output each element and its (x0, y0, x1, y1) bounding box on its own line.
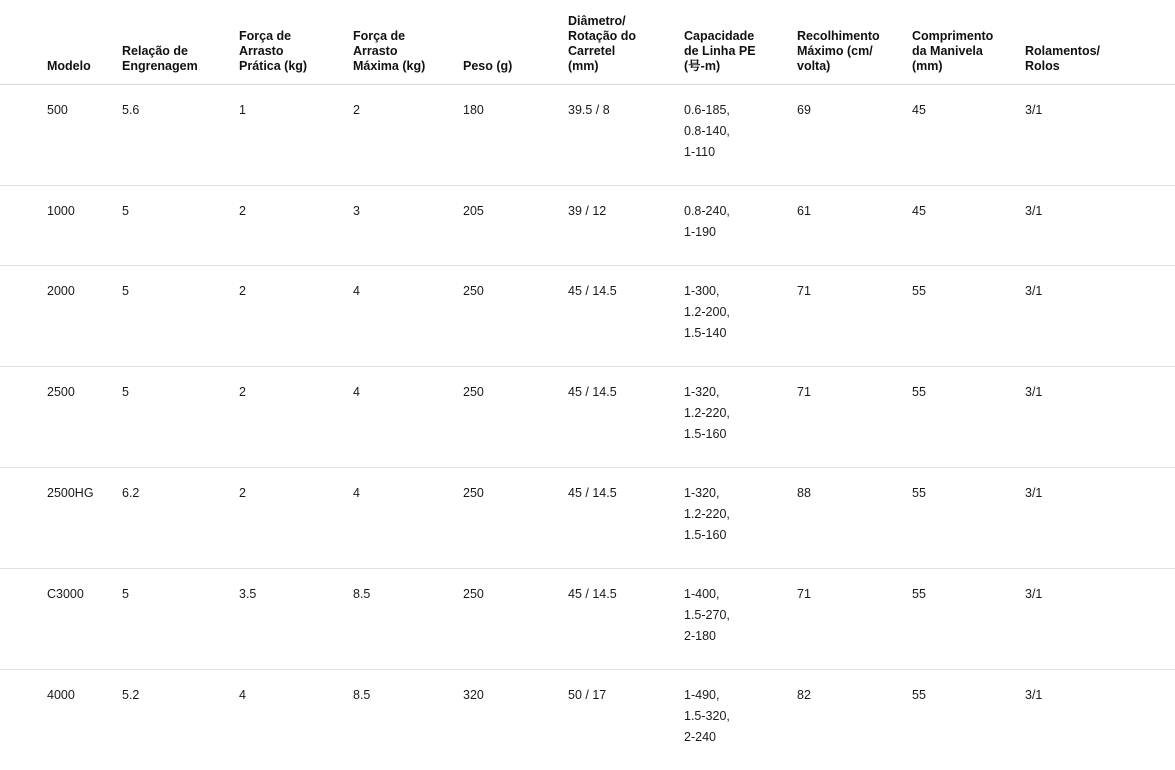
table-cell (684, 265, 797, 366)
table-header (0, 0, 1175, 84)
table-cell (684, 467, 797, 568)
table-cell-text (47, 382, 112, 403)
table-cell-line: 3/1 (1025, 283, 1043, 298)
table-cell (122, 265, 239, 366)
table-cell-text (1025, 281, 1165, 302)
column-header (568, 0, 684, 84)
table-cell (353, 265, 463, 366)
table-cell-line: 1-110 (684, 144, 716, 159)
table-cell (1025, 366, 1175, 467)
table-cell-text (1025, 382, 1165, 403)
table-cell (463, 185, 568, 265)
table-row (0, 467, 1175, 568)
table-cell-text (684, 281, 787, 344)
table-cell-text (1025, 100, 1165, 121)
table-cell-text (47, 584, 112, 605)
table-cell-line: 2000 (47, 283, 75, 298)
table-cell (122, 568, 239, 669)
table-cell-line: C3000 (47, 586, 84, 601)
table-cell (568, 467, 684, 568)
table-cell-text (122, 584, 229, 605)
table-cell-line: 1-400, (684, 586, 720, 601)
table-cell (239, 669, 353, 770)
table-cell-line: 3/1 (1025, 586, 1043, 601)
column-header-line: Prática (kg) (239, 59, 308, 74)
table-cell-line: 3 (353, 203, 360, 218)
column-header-line: Arrasto (353, 44, 398, 58)
table-cell-text (684, 584, 787, 647)
table-cell-line: 2 (239, 384, 246, 399)
table-cell-text (122, 382, 229, 403)
column-header-line: Rolamentos/ (1025, 44, 1101, 58)
table-cell-line: 6.2 (122, 485, 140, 500)
table-cell-line: 1.5-270, (684, 607, 730, 622)
table-cell-text (912, 100, 1015, 121)
table-cell-line: 1-320, (684, 485, 720, 500)
table-cell-line: 3/1 (1025, 485, 1043, 500)
column-header (122, 0, 239, 84)
table-cell-line: 1-320, (684, 384, 720, 399)
table-cell-text (122, 201, 229, 222)
table-cell-line: 0.8-140, (684, 123, 730, 138)
table-cell-text (684, 685, 787, 748)
column-header-text (797, 29, 902, 75)
table-header-row (0, 0, 1175, 84)
column-header (0, 0, 122, 84)
table-cell-line: 8.5 (353, 687, 371, 702)
table-cell (122, 185, 239, 265)
table-cell (1025, 568, 1175, 669)
table-cell-line: 1.5-320, (684, 708, 730, 723)
column-header-line: Diâmetro/ (568, 13, 626, 28)
table-cell (463, 467, 568, 568)
table-cell-text (353, 100, 453, 121)
table-cell-line: 39.5 / 8 (568, 102, 610, 117)
table-row (0, 185, 1175, 265)
table-cell-line: 69 (797, 102, 811, 117)
table-cell (684, 185, 797, 265)
table-cell (239, 568, 353, 669)
table-cell (0, 265, 122, 366)
column-header-line: Modelo (47, 59, 91, 74)
table-cell-line: 2 (239, 283, 246, 298)
column-header-text (1025, 44, 1165, 75)
table-cell-line: 2 (239, 203, 246, 218)
table-cell (1025, 84, 1175, 185)
table-cell-line: 250 (463, 283, 484, 298)
table-cell (0, 568, 122, 669)
table-cell-line: 1-490, (684, 687, 720, 702)
table-row (0, 568, 1175, 669)
table-cell-line: 4000 (47, 687, 75, 702)
table-cell-line: 45 (912, 203, 926, 218)
table-cell-line: 55 (912, 687, 926, 702)
table-cell-line: 71 (797, 283, 811, 298)
table-cell-line: 82 (797, 687, 811, 702)
table-cell (122, 669, 239, 770)
column-header-line: Peso (g) (463, 59, 513, 74)
table-cell (0, 185, 122, 265)
table-cell-line: 2-180 (684, 628, 716, 643)
table-cell-text (47, 281, 112, 302)
table-cell-line: 2 (353, 102, 360, 117)
table-cell-line: 4 (353, 485, 360, 500)
column-header-line: Máxima (kg) (353, 59, 426, 74)
table-row (0, 366, 1175, 467)
table-cell-line: 3/1 (1025, 687, 1043, 702)
table-cell (239, 467, 353, 568)
table-cell (122, 467, 239, 568)
table-cell-line: 5 (122, 283, 129, 298)
table-body (0, 84, 1175, 770)
table-cell (463, 84, 568, 185)
table-row (0, 84, 1175, 185)
table-cell-line: 1.5-140 (684, 325, 727, 340)
table-cell-line: 1.2-200, (684, 304, 730, 319)
table-cell-text (353, 382, 453, 403)
table-cell (684, 366, 797, 467)
table-cell (353, 366, 463, 467)
column-header-text (239, 29, 343, 75)
table-cell-line: 4 (353, 384, 360, 399)
table-cell-text (239, 584, 343, 605)
table-cell-text (239, 281, 343, 302)
table-cell-text (239, 685, 343, 706)
table-cell (0, 366, 122, 467)
table-cell (353, 669, 463, 770)
table-cell-text (797, 483, 902, 504)
table-cell (353, 467, 463, 568)
table-cell-text (463, 201, 558, 222)
table-cell-line: 45 (912, 102, 926, 117)
table-cell-text (912, 281, 1015, 302)
table-row (0, 265, 1175, 366)
table-cell-text (353, 483, 453, 504)
table-cell-line: 205 (463, 203, 484, 218)
column-header-line: Comprimento (912, 28, 994, 43)
table-cell-line: 1.5-160 (684, 426, 727, 441)
column-header (1025, 0, 1175, 84)
table-cell (122, 366, 239, 467)
table-cell-text (239, 382, 343, 403)
table-cell-text (122, 100, 229, 121)
table-cell (684, 669, 797, 770)
column-header (353, 0, 463, 84)
table-cell-line: 2500 (47, 384, 75, 399)
table-cell (1025, 669, 1175, 770)
table-cell-text (463, 685, 558, 706)
column-header-text (122, 44, 229, 75)
table-cell-text (239, 483, 343, 504)
table-cell (0, 669, 122, 770)
column-header (239, 0, 353, 84)
table-cell-text (797, 100, 902, 121)
table-cell-text (797, 685, 902, 706)
table-cell (912, 568, 1025, 669)
table-cell (797, 366, 912, 467)
table-cell-line: 4 (353, 283, 360, 298)
table-cell-text (797, 382, 902, 403)
table-cell-line: 5 (122, 384, 129, 399)
table-cell-line: 71 (797, 384, 811, 399)
table-cell-line: 2 (239, 485, 246, 500)
table-cell-line: 1.2-220, (684, 506, 730, 521)
table-cell-line: 250 (463, 485, 484, 500)
table-cell-line: 0.6-185, (684, 102, 730, 117)
table-cell-text (122, 483, 229, 504)
table-cell-line: 5.6 (122, 102, 140, 117)
table-cell (912, 265, 1025, 366)
table-cell-line: 0.8-240, (684, 203, 730, 218)
table-cell-text (122, 685, 229, 706)
table-cell-text (463, 100, 558, 121)
table-cell-line: 3.5 (239, 586, 257, 601)
column-header-text (47, 59, 112, 74)
column-header-line: da Manivela (912, 44, 983, 58)
table-cell-text (797, 201, 902, 222)
table-cell (912, 669, 1025, 770)
table-cell (0, 467, 122, 568)
table-cell (239, 366, 353, 467)
table-cell (353, 185, 463, 265)
column-header-line: (号-m) (684, 59, 721, 74)
column-header-text (684, 29, 787, 75)
table-cell-line: 180 (463, 102, 484, 117)
table-cell-line: 1-300, (684, 283, 720, 298)
table-cell-text (568, 584, 674, 605)
table-cell (912, 467, 1025, 568)
table-cell-line: 250 (463, 384, 484, 399)
table-cell-line: 39 / 12 (568, 203, 607, 218)
table-cell (463, 568, 568, 669)
column-header-text (353, 29, 453, 75)
table-cell (568, 185, 684, 265)
column-header-line: Engrenagem (122, 59, 198, 74)
table-cell (353, 84, 463, 185)
table-cell (239, 185, 353, 265)
table-cell (353, 568, 463, 669)
table-cell (797, 265, 912, 366)
table-cell (1025, 185, 1175, 265)
table-cell-text (684, 201, 787, 243)
table-cell (912, 185, 1025, 265)
table-cell-text (912, 201, 1015, 222)
table-cell (912, 366, 1025, 467)
table-cell-line: 45 / 14.5 (568, 586, 617, 601)
table-cell-text (684, 100, 787, 163)
table-cell-text (912, 382, 1015, 403)
table-cell-line: 500 (47, 102, 68, 117)
table-cell-text (463, 382, 558, 403)
table-cell-text (353, 584, 453, 605)
table-cell-line: 320 (463, 687, 484, 702)
column-header (684, 0, 797, 84)
table-cell (912, 84, 1025, 185)
table-cell-line: 71 (797, 586, 811, 601)
table-cell-line: 61 (797, 203, 811, 218)
table-cell-text (568, 685, 674, 706)
table-cell-text (568, 382, 674, 403)
table-cell-line: 45 / 14.5 (568, 485, 617, 500)
column-header-line: Força de (353, 28, 406, 43)
table-row (0, 669, 1175, 770)
table-cell-line: 1 (239, 102, 246, 117)
table-cell-text (797, 584, 902, 605)
table-cell-text (684, 483, 787, 546)
table-cell (122, 84, 239, 185)
table-cell-text (463, 584, 558, 605)
table-cell (684, 84, 797, 185)
table-cell-text (568, 201, 674, 222)
table-cell-line: 55 (912, 586, 926, 601)
column-header-line: Força de (239, 28, 292, 43)
table-cell (568, 669, 684, 770)
table-cell-line: 3/1 (1025, 384, 1043, 399)
table-cell-line: 8.5 (353, 586, 371, 601)
table-cell-line: 45 / 14.5 (568, 283, 617, 298)
table-cell (239, 84, 353, 185)
table-cell-line: 45 / 14.5 (568, 384, 617, 399)
table-cell (568, 84, 684, 185)
column-header-line: Arrasto (239, 44, 284, 58)
table-cell-line: 55 (912, 485, 926, 500)
table-cell-line: 55 (912, 283, 926, 298)
table-cell-line: 5.2 (122, 687, 140, 702)
table-cell-text (1025, 201, 1165, 222)
column-header-line: (mm) (912, 59, 943, 74)
table-cell-line: 5 (122, 586, 129, 601)
table-cell-text (1025, 685, 1165, 706)
column-header-line: Recolhimento (797, 28, 880, 43)
table-cell (1025, 265, 1175, 366)
table-cell (463, 366, 568, 467)
table-cell (568, 568, 684, 669)
table-cell (0, 84, 122, 185)
column-header (797, 0, 912, 84)
table-cell-text (912, 483, 1015, 504)
table-cell-line: 50 / 17 (568, 687, 607, 702)
column-header (912, 0, 1025, 84)
table-cell-text (568, 281, 674, 302)
table-cell-text (47, 685, 112, 706)
table-cell-line: 88 (797, 485, 811, 500)
table-cell-text (463, 483, 558, 504)
table-cell (797, 568, 912, 669)
table-cell-text (1025, 483, 1165, 504)
column-header-line: de Linha PE (684, 44, 756, 58)
column-header-line: Máximo (cm/ (797, 44, 873, 58)
column-header-line: Rolos (1025, 59, 1060, 74)
table-cell (797, 669, 912, 770)
table-cell (463, 265, 568, 366)
table-cell-text (47, 201, 112, 222)
table-cell (1025, 467, 1175, 568)
column-header-line: Carretel (568, 44, 616, 58)
table-cell-line: 1.5-160 (684, 527, 727, 542)
table-cell-text (122, 281, 229, 302)
table-cell-line: 2-240 (684, 729, 716, 744)
table-cell-text (239, 201, 343, 222)
table-cell-line: 1.2-220, (684, 405, 730, 420)
table-cell-line: 250 (463, 586, 484, 601)
table-cell-line: 2500HG (47, 485, 94, 500)
table-cell (568, 265, 684, 366)
table-cell-text (568, 100, 674, 121)
column-header-line: (mm) (568, 59, 599, 74)
column-header-text (568, 14, 674, 75)
table-cell-text (239, 100, 343, 121)
table-cell-text (353, 201, 453, 222)
table-cell-line: 55 (912, 384, 926, 399)
table-cell-text (463, 281, 558, 302)
table-cell (797, 467, 912, 568)
table-cell-text (797, 281, 902, 302)
table-cell-text (47, 100, 112, 121)
column-header-text (463, 59, 558, 74)
table-cell-text (1025, 584, 1165, 605)
table-cell-text (568, 483, 674, 504)
column-header-line: Capacidade (684, 28, 755, 43)
column-header-line: Rotação do (568, 28, 637, 43)
table-cell (797, 185, 912, 265)
table-cell-text (353, 685, 453, 706)
table-cell-line: 5 (122, 203, 129, 218)
table-cell-line: 1000 (47, 203, 75, 218)
table-cell (568, 366, 684, 467)
table-cell (463, 669, 568, 770)
table-cell (797, 84, 912, 185)
column-header (463, 0, 568, 84)
table-cell-text (47, 483, 112, 504)
table-cell-text (353, 281, 453, 302)
table-cell (684, 568, 797, 669)
table-cell-line: 3/1 (1025, 203, 1043, 218)
table-cell-text (912, 584, 1015, 605)
table-cell-line: 4 (239, 687, 246, 702)
column-header-text (912, 29, 1015, 75)
column-header-line: Relação de (122, 44, 189, 58)
table-cell-line: 1-190 (684, 224, 716, 239)
table-cell (239, 265, 353, 366)
table-cell-line: 3/1 (1025, 102, 1043, 117)
column-header-line: volta) (797, 59, 831, 74)
table-cell-text (684, 382, 787, 445)
table-cell-text (912, 685, 1015, 706)
